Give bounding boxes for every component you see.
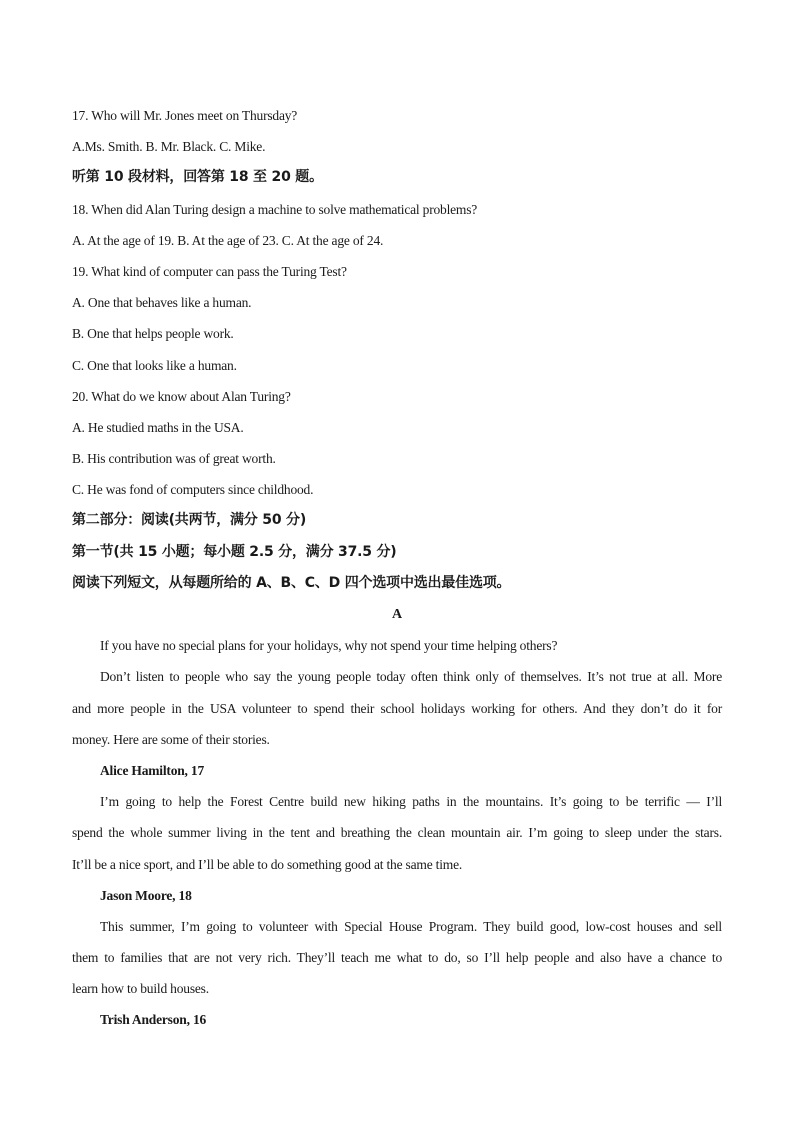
question-20-option-c: C. He was fond of computers since childhood.: [72, 482, 314, 498]
question-18: 18. When did Alan Turing design a machine to solve mathematical problems?: [72, 201, 478, 217]
passage-letter: A: [392, 607, 402, 622]
story-jason-line-3: learn how to build houses.: [72, 981, 209, 997]
section-10-heading: 听第 10 段材料，回答第 18 至 20 题。: [72, 169, 323, 186]
question-19-option-b: B. One that helps people work.: [72, 326, 234, 342]
story-jason-line-2: them to families that are not very rich. They’ll teach me what to do, so I’ll help people and also have a chance to: [72, 950, 722, 966]
document-page: [72, 100, 722, 1036]
question-17-options: A.Ms. Smith. B. Mr. Black. C. Mike.: [72, 139, 266, 155]
story-name-jason: Jason Moore, 18: [100, 887, 192, 903]
question-20-option-a: A. He studied maths in the USA.: [72, 419, 244, 435]
passage-paragraph-1: If you have no special plans for your holidays, why not spend your time helping others?: [100, 638, 558, 654]
question-17: 17. Who will Mr. Jones meet on Thursday?: [72, 108, 298, 123]
story-alice-line-3: It’ll be a nice sport, and I’ll be able to do something good at the same time.: [72, 856, 463, 872]
part-2-section-1: 第一节(共 15 小题；每小题 2.5 分，满分 37.5 分): [72, 543, 397, 560]
passage-paragraph-2-line-2: and more people in the USA volunteer to spend their school holidays working for others. And they don’t do it for: [72, 700, 722, 716]
question-19-option-c: C. One that looks like a human.: [72, 357, 237, 373]
passage-paragraph-2-line-3: money. Here are some of their stories.: [72, 731, 270, 747]
story-name-alice: Alice Hamilton, 17: [100, 762, 205, 778]
story-alice-line-2: spend the whole summer living in the tent and breathing the clean mountain air. I’m going to sleep under the stars.: [72, 825, 722, 841]
passage-paragraph-2-line-1: Don’t listen to people who say the young people today often think only of themselves. It’s not true at all. More: [100, 669, 722, 685]
question-20: 20. What do we know about Alan Turing?: [72, 388, 291, 404]
question-20-option-b: B. His contribution was of great worth.: [72, 451, 276, 467]
question-18-options: A. At the age of 19. B. At the age of 23. C. At the age of 24.: [72, 232, 384, 248]
question-19: 19. What kind of computer can pass the Turing Test?: [72, 263, 347, 279]
part-2-instruction: 阅读下列短文，从每题所给的 A、B、C、D 四个选项中选出最佳选项。: [72, 574, 511, 591]
part-2-title: 第二部分：阅读(共两节，满分 50 分): [72, 512, 307, 529]
story-jason-line-1: This summer, I’m going to volunteer with Special House Program. They build good, low-cost houses and sell: [100, 918, 722, 934]
question-19-option-a: A. One that behaves like a human.: [72, 295, 252, 311]
story-name-trish: Trish Anderson, 16: [100, 1012, 207, 1028]
story-alice-line-1: I’m going to help the Forest Centre build new hiking paths in the mountains. It’s going to be terrific — I’ll: [100, 794, 722, 810]
